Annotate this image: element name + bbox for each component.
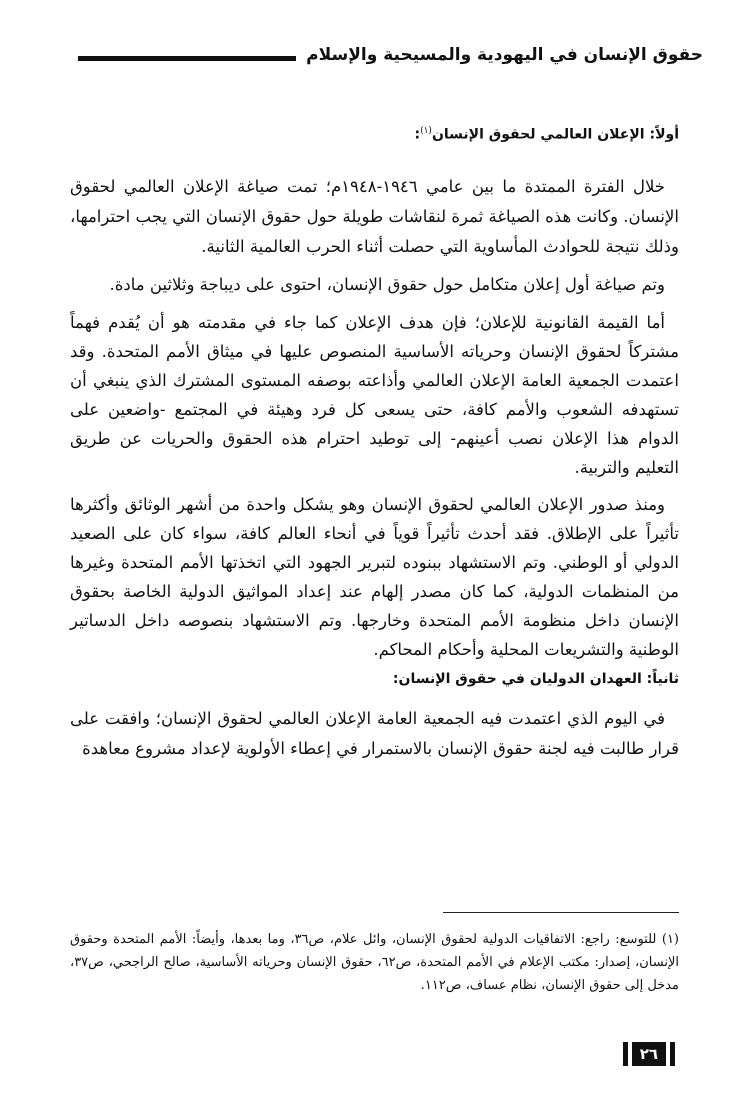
page-number-bar-left: [623, 1042, 628, 1066]
footnotes: [70, 928, 679, 997]
paragraph: وتم صياغة أول إعلان متكامل حول حقوق الإنسان، احتوى على ديباجة وثلاثين مادة.: [109, 274, 665, 294]
running-header: [78, 40, 703, 70]
paragraph: في اليوم الذي اعتمدت فيه الجمعية العامة الإعلان العالمي لحقوق الإنسان؛ وافقت على قرار طالبت فيه لجنة حقوق الإنسان بالاستمرار في إعطاء الأولوية لإعداد مشروع معاهدة: [70, 708, 679, 758]
page-number: [623, 1041, 675, 1067]
footnote-reference[interactable]: (١): [420, 126, 432, 136]
header-rule: [78, 56, 296, 61]
paragraph: خلال الفترة الممتدة ما بين عامي ١٩٤٦-١٩٤٨م؛ تمت صياغة الإعلان العالمي لحقوق الإنسان. وكانت هذه الصياغة ثمرة لنقاشات طويلة حول حقوق الإنسان التي يجب احترامها، وذلك نتيجة للحوادث المأساوية التي حصلت أثناء الحرب العالمية الثانية.: [70, 176, 679, 256]
paragraph: ومنذ صدور الإعلان العالمي لحقوق الإنسان وهو يشكل واحدة من أشهر الوثائق وأكثرها تأثيراً على الإطلاق. فقد أحدث تأثيراً قوياً في أنحاء العالم كافة، سواء كان على الصعيد الدولي أو الوطني. وتم الاستشهاد ببنوده لتبرير الجهود التي اتخذتها الأمم المتحدة وغيرها من المنظمات الدولية، كما كان مصدر إلهام عند إعداد المواثيق الدولية الخاصة بحقوق الإنسان داخل منظومة الأمم المتحدة وخارجها. وتم الاستشهاد بنصوصه داخل الدساتير الوطنية والتشريعات المحلية وأحكام المحاكم.: [70, 494, 679, 659]
page-number-bar-right: [670, 1042, 675, 1066]
section-heading-2: ثانياً: العهدان الدوليان في حقوق الإنسان:: [392, 670, 679, 687]
footnote-item: (١) للتوسع: راجع: الاتفاقيات الدولية لحقوق الإنسان، وائل علام، ص٣٦، وما بعدها، وأيضاً: الأمم المتحدة وحقوق الإنسان، إصدار: مكتب الإعلام في الأمم المتحدة، ص٦٢، حقوق الإنسان وحرياته الأساسية، صالح الراجحي، ص٣٧، مدخل إلى حقوق الإنسان، نظام عساف، ص١١٢.: [70, 932, 679, 993]
section-heading-1: [70, 120, 679, 146]
page-number-label: ٢٦: [632, 1042, 666, 1066]
main-text: [70, 120, 679, 772]
section-heading-1-suffix: :: [414, 126, 421, 143]
footnote-divider: [443, 912, 679, 913]
paragraph: أما القيمة القانونية للإعلان؛ فإن هدف الإعلان كما جاء في مقدمته هو أن يُقدم فهماً مشتركاً لحقوق الإنسان وحرياته الأساسية المنصوص عليها في ميثاق الأمم المتحدة. وقد اعتمدت الجمعية العامة الإعلان العالمي وأذاعته بوصفه المستوى المشترك الذي ينبغي أن تستهدفه الشعوب والأمم كافة، حتى يسعى كل فرد وهيئة في المجتمع -واضعين على الدوام هذا الإعلان نصب أعينهم- إلى توطيد احترام هذه الحقوق والحريات عن طريق التعليم والتربية.: [70, 312, 679, 477]
running-title: حقوق الإنسان في اليهودية والمسيحية والإسلام: [306, 45, 703, 65]
section-heading-1-text: أولاً: الإعلان العالمي لحقوق الإنسان: [431, 126, 679, 143]
